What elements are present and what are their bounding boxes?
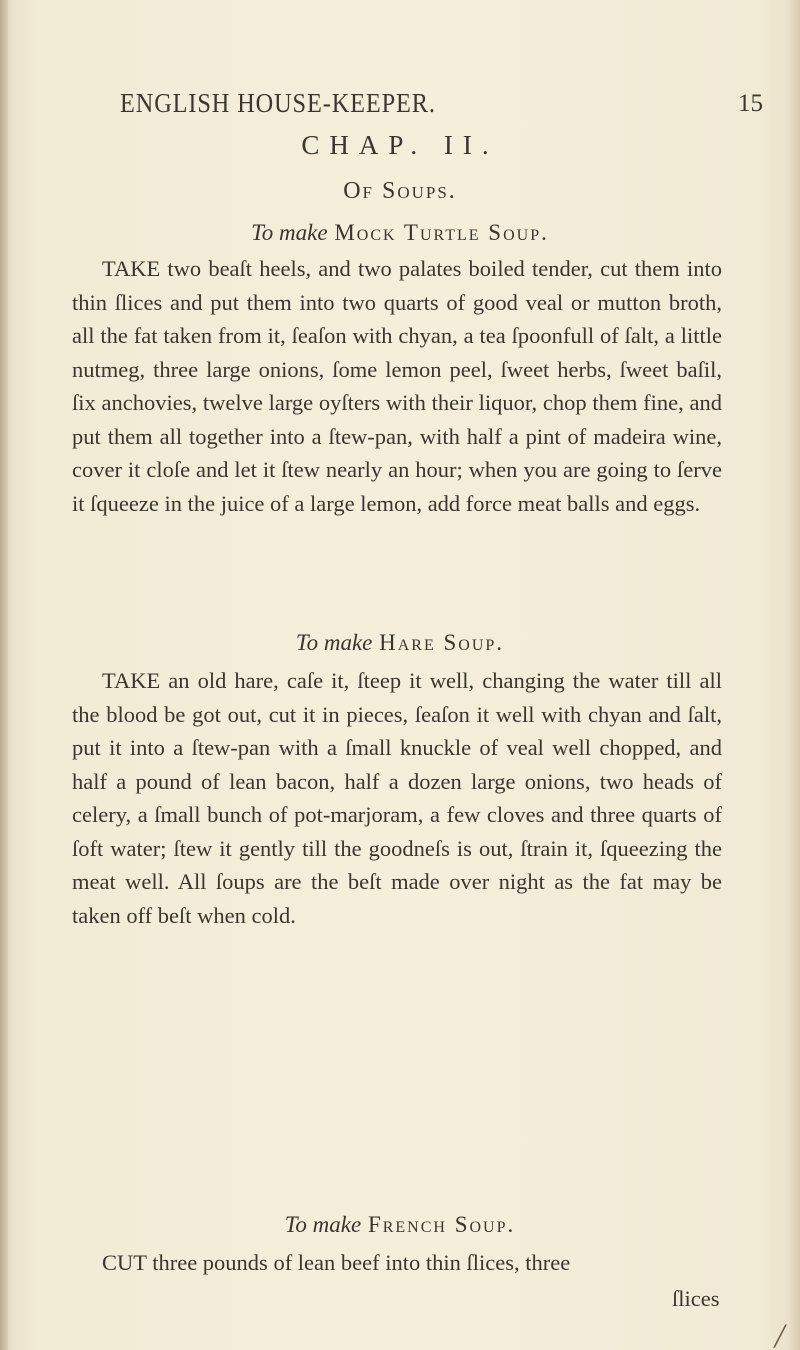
page-spine-shadow	[0, 0, 8, 1350]
recipe-paragraph: CUT three pounds of lean beef into thin ſlices, three	[102, 1250, 571, 1275]
page-edge-shadow	[788, 0, 800, 1350]
recipe-paragraph: TAKE two beaſt heels, and two palates boiled tender, cut them into thin ſlices and put them into two quarts of good veal or mutton broth, all the fat taken from it, ſeaſon with chyan, a tea ſpoonfull of ſalt, a little nutmeg, three large onions, ſome lemon peel, ſweet herbs, ſweet baſil, ſix anchovies, twelve large oyſters with their liquor, chop them fine, and put them all together into a ſtew-pan, with half a pint of madeira wine, cover it cloſe and let it ſtew nearly an hour; when you are going to ſerve it ſqueeze in the juice of a large lemon, add force meat balls and eggs.	[72, 256, 722, 516]
recipe-body-french	[72, 1246, 722, 1280]
running-head	[0, 88, 800, 128]
recipe-title-name: French Soup.	[367, 1212, 516, 1237]
recipe-title-hare	[60, 630, 740, 656]
section-heading: Of Soups.	[343, 178, 457, 204]
recipe-title-prefix: To make	[251, 220, 328, 245]
chapter-heading: CHAP. II.	[301, 130, 499, 160]
recipe-title-name: Hare Soup.	[379, 630, 505, 655]
recipe-title-prefix: To make	[295, 630, 373, 655]
catchword: ſlices	[672, 1286, 720, 1311]
recipe-title-name: Mock Turtle Soup.	[334, 220, 549, 245]
recipe-body-hare	[72, 664, 722, 932]
recipe-title-french	[60, 1212, 740, 1238]
recipe-title-mock-turtle	[60, 220, 740, 246]
recipe-title-prefix: To make	[284, 1212, 362, 1237]
page-number: 15	[738, 90, 763, 117]
running-head-title: ENGLISH HOUSE-KEEPER.	[120, 88, 436, 118]
recipe-paragraph: TAKE an old hare, caſe it, ſteep it well, changing the water till all the blood be got out, cut it in pieces, ſeaſon it well with chyan and ſalt, put it into a ſtew-pan with a ſmall knuckle of veal well chopped, and half a pound of lean bacon, half a dozen large onions, two heads of celery, a ſmall bunch of pot-marjoram, a few cloves and three quarts of ſoft water; ſtew it gently till the goodneſs is out, ſtrain it, ſqueezing the meat well. All ſoups are the beſt made over night as the fat may be taken off beſt when cold.	[72, 668, 722, 928]
corner-mark-icon: ╱	[774, 1326, 787, 1348]
recipe-body-mock-turtle	[72, 252, 722, 520]
